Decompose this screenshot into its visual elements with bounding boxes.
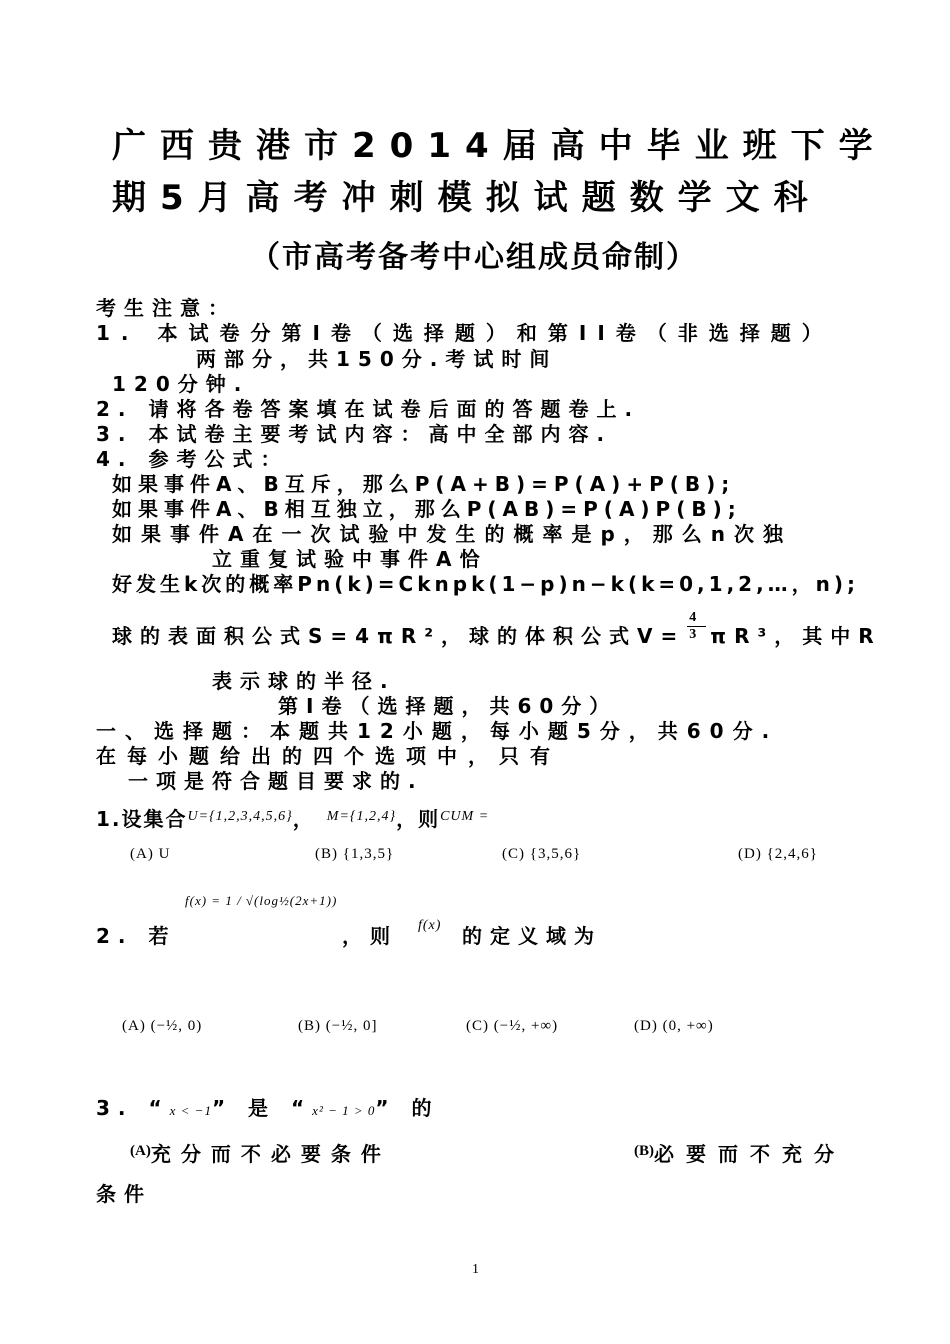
q3-condition-2: x² − 1 > 0 — [312, 1103, 376, 1118]
formula-exclusive: 如果事件A、B互斥，那么P(A+B)=P(A)+P(B); — [112, 472, 736, 496]
q3-stem — [96, 1092, 440, 1121]
notice-line-1c: 120分钟. — [112, 372, 250, 396]
q1-set-m: M={1,2,4} — [326, 809, 397, 824]
notice-line-2: 2. 请将各卷答案填在试卷后面的答题卷上. — [96, 397, 641, 421]
q1-option-d[interactable]: (D) {2,4,6} — [738, 846, 818, 862]
formula-binomial-a: 如果事件A在一次试验中发生的概率是p，那么n次独 — [112, 522, 793, 546]
q3-option-b-label: (B) — [634, 1143, 654, 1159]
formula-sphere-a — [112, 610, 882, 649]
q1-comma: ， — [292, 807, 315, 831]
q3-option-b-text: 必要而不充分 — [654, 1142, 846, 1166]
page-number: 1 — [472, 1262, 479, 1277]
fraction-numerator: 4 — [689, 610, 705, 625]
q2-option-d[interactable]: (D) (0, +∞) — [634, 1018, 714, 1034]
formula-sphere-c: 表示球的半径. — [212, 669, 396, 693]
q3-number: 3. “ — [96, 1096, 170, 1120]
fraction-denominator: 3 — [689, 627, 705, 642]
q1-option-c[interactable]: (C) {3,5,6} — [502, 846, 582, 862]
notice-line-3: 3. 本试卷主要考试内容：高中全部内容. — [96, 422, 613, 446]
q3-condition-1: x < −1 — [169, 1103, 212, 1118]
q1-stem — [96, 803, 489, 832]
subtitle: （市高考备考中心组成员命制） — [250, 240, 698, 275]
q2-function: f(x) = 1 / √(log½(2x+1)) — [185, 893, 338, 908]
sphere-fraction — [687, 610, 706, 643]
formula-binomial-c: 好发生k次的概率Pn(k)=Cknpk(1−p)n−k(k=0,1,2,…，n); — [112, 572, 860, 596]
q2-fx: f(x) — [418, 918, 442, 933]
q2-option-a[interactable]: (A) (−½, 0) — [122, 1018, 203, 1034]
notice-line-1a: 1. 本试卷分第Ⅰ卷（选择题）和第II卷（非选择题） — [96, 321, 833, 345]
q1-then: ，则 — [396, 807, 441, 831]
q3-option-b[interactable] — [634, 1138, 846, 1167]
formula-independent: 如果事件A、B相互独立，那么P(AB)=P(A)P(B); — [112, 497, 742, 521]
q3-option-a[interactable] — [130, 1138, 391, 1167]
notice-line-4: 4. 参考公式： — [96, 447, 289, 471]
part1-heading: 第Ⅰ卷（选择题，共60分） — [278, 694, 618, 718]
notice-heading: 考生注意： — [96, 296, 236, 320]
q2-option-c[interactable]: (C) (−½, +∞) — [466, 1018, 559, 1034]
q3-option-b-continued: 条件 — [96, 1182, 152, 1206]
q2-number: 2. 若 — [96, 924, 177, 948]
q1-number: 1.设集合 — [96, 807, 188, 831]
q3-end: ” 的 — [375, 1096, 440, 1120]
q1-option-b[interactable]: (B) {1,3,5} — [315, 846, 395, 862]
formula-binomial-b: 立重复试验中事件A恰 — [212, 547, 488, 571]
q3-option-a-text: 充分而不必要条件 — [150, 1142, 391, 1166]
sphere-text-2: πR³，其中R — [710, 624, 882, 648]
notice-line-1b: 两部分，共150分.考试时间 — [196, 347, 558, 371]
q3-option-a-label: (A) — [130, 1143, 151, 1159]
q1-option-a[interactable]: (A) U — [130, 846, 171, 862]
q1-set-u: U={1,2,3,4,5,6} — [187, 809, 293, 824]
sphere-text-1: 球的表面积公式S=4πR²，球的体积公式V= — [112, 624, 686, 648]
q2-option-b[interactable]: (B) (−½, 0] — [298, 1018, 378, 1034]
q2-ask: 的定义域为 — [462, 924, 602, 948]
q2-then: ，则 — [342, 924, 398, 948]
part1-intro-2: 在每小题给出的四个选项中，只有 — [96, 744, 561, 768]
q3-mid: ” 是 “ — [211, 1096, 313, 1120]
part1-intro-1: 一、选择题：本题共12小题，每小题5分，共60分. — [96, 719, 779, 743]
part1-intro-3: 一项是符合题目要求的. — [128, 769, 424, 793]
title-line-1: 广西贵港市2014届高中毕业班下学 — [112, 126, 887, 166]
q1-complement: CUM = — [440, 809, 490, 824]
title-line-2: 期5月高考冲刺模拟试题数学文科 — [112, 178, 822, 218]
